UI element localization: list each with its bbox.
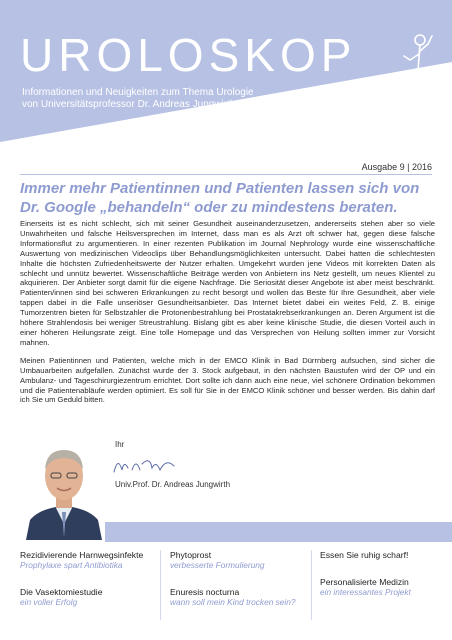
statue-figure-icon [392, 30, 436, 126]
column-divider [311, 550, 312, 620]
masthead-subtitle-line2: von Universitätsprofessor Dr. Andreas Jungwirth [22, 99, 236, 110]
topic-title: Essen Sie ruhig scharf! [320, 550, 409, 560]
topics-column-1 [20, 550, 155, 624]
masthead-title: UROLOSKOP [20, 29, 357, 81]
topic-subtitle: wann soll mein Kind trocken sein? [170, 597, 296, 607]
topic-subtitle: ein voller Erfolg [20, 597, 78, 607]
topic-item [170, 587, 305, 607]
topic-title: Enuresis nocturna [170, 587, 240, 597]
topic-item [320, 577, 452, 597]
topic-item [170, 550, 305, 570]
topic-subtitle: verbesserte Formulierung [170, 560, 265, 570]
topics-column-2 [170, 550, 305, 624]
topic-item [20, 550, 155, 570]
topic-subtitle: Prophylaxe spart Antibiotika [20, 560, 123, 570]
accent-band [105, 522, 452, 542]
topic-item [20, 587, 155, 607]
topic-item [320, 550, 452, 560]
article-paragraph-2: Meinen Patientinnen und Patienten, welche mich in der EMCO Klinik in Bad Dürrnberg aufsuchen, sind sicher die Umbauarbeiten aufgefallen. Zunächst wurde der 3. Stock aufgebaut, in den nächsten Baustufen wird der OP und ein Ambulanz- und Tageschirurgiezentrum errichtet. Dort sollte ich dann auch eine neue, viel schönere Ordination bekommen und die Patientenabläufe werden optimiert. Es soll für Sie in der EMCO Klinik schöner und besser werden. Bis dahin darf ich Sie um Geduld bitten. [20, 355, 435, 405]
signature-name: Univ.Prof. Dr. Andreas Jungwirth [115, 480, 231, 489]
article-body [20, 219, 435, 413]
topics-column-3 [320, 550, 452, 614]
signature-greeting: Ihr [115, 440, 125, 449]
topic-title: Personalisierte Medizin [320, 577, 409, 587]
author-portrait [20, 428, 108, 540]
divider [20, 174, 432, 175]
column-divider [160, 550, 161, 620]
article-headline: Immer mehr Patientinnen und Patienten lassen sich von Dr. Google „behandeln“ oder zu mindestens beraten. [20, 180, 420, 216]
topic-subtitle: ein interessantes Projekt [320, 587, 411, 597]
masthead-banner [0, 0, 452, 142]
topic-title: Phytoprost [170, 550, 212, 560]
masthead-subtitle-line1: Informationen und Neuigkeiten zum Thema Urologie [22, 87, 254, 98]
handwritten-signature [110, 452, 180, 478]
article-paragraph-1: Einerseits ist es nicht schlecht, sich mit seiner Gesundheit auseinanderzusetzen, andererseits stehen aber so viele Unwahrheiten und falsche Heilsversprechen im Internet, dass man es als Arzt oft schwer hat, gegen diese falsche Informationsflut zu argumentieren. In einer rezenten Publikation im Journal Nephrology wurde eine wissenschaftliche Auswertung von medizinischen Videoclips über Behandlungsmöglichkeiten untersucht. Dabei hatten die schlechtesten Inhalte die höchsten Zufriedenheitswerte der Nutzer erhalten. Umgekehrt wurden jene Videos mit korrekten Daten als schlecht und unnütz bewertet. Wissenschaftliche Beiträge werden von Anbietern ins Netz gestellt, um neues Klientel zu akquirieren. Der Anbieter sorgt damit für die eigene Nachfrage. Die Seriosität dieser Angebote ist aber meist beschränkt. Patienten/innen sind bei schweren Erkrankungen zu recht besorgt und wollen das Beste für Ihre Gesundheit, aber viele tappen dabei in die Falle unseriöser Gesundheitsanbieter. Das Internet bietet dabei ein weites Feld, Z. B. einige Tumorzentren bieten für Selbstzahler die Protonenbestrahlung bei Prostatakrebserkrankungen an. Deren Argument ist die höhere Strahlendosis bei weniger Streustrahlung. Bislang gibt es aber keine klinische Studie, die diesen Vorteil auch in einer höheren Heilungsrate zeigt. Eine tolle Homepage und das Versprechen von Heilung sollten immer zur Vorsicht mahnen. [20, 219, 435, 347]
issue-number: Ausgabe 9 | 2016 [361, 162, 432, 172]
topic-title: Rezidivierende Harnwegsinfekte [20, 550, 144, 560]
topic-title: Die Vasektomiestudie [20, 587, 103, 597]
